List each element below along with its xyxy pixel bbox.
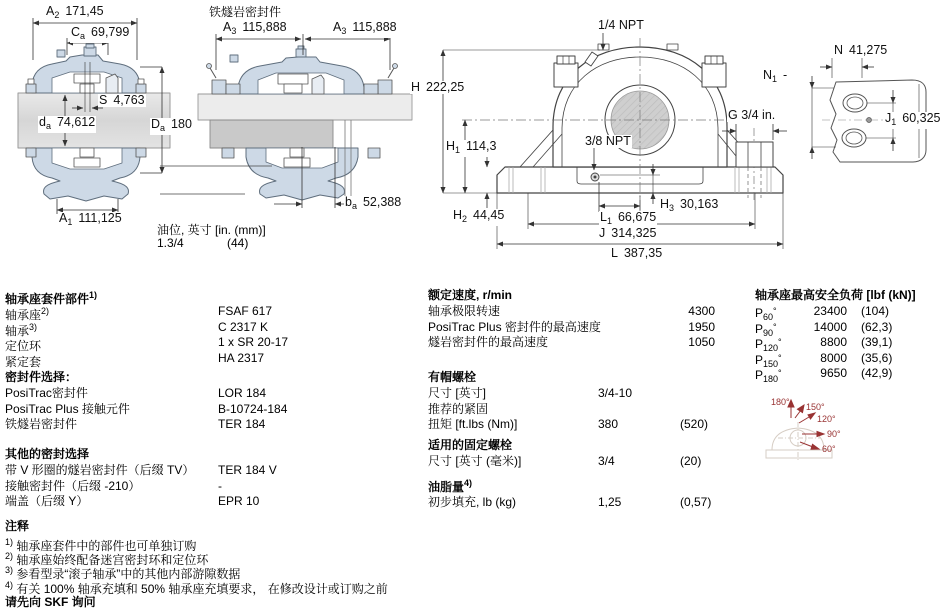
spec-row: 带 V 形圈的燧岩密封件（后缀 TV） TER 184 V [5,463,277,477]
load-row: $P_{60}^\circ$ 23400 (104) [755,304,890,322]
section-seal-options [5,370,335,433]
dim-label-ba: $b_a$ 52,388 [345,195,402,211]
section-fixing-bolts [428,438,728,470]
dim-label-h: H 222,25 [411,80,465,94]
spec-row: 尺寸 [英寸 (毫米)] 3/4 (20) [428,454,702,468]
section-safe-loads [755,288,945,382]
section-title: 密封件选择： [5,370,78,384]
spec-row: 尺寸 [英寸] 3/4-10 [428,386,633,400]
section-housing-parts [5,288,335,369]
oil-level-mm-value: (44) [227,236,249,250]
note-item: $^{2)}$ 轴承座始终配备迷宫密封环和定位环 [5,551,209,568]
dim-label-j1: $J_1$ 60,325 [885,111,941,127]
drawing-taconite-section [160,34,412,208]
dim-label-a2: $A_2$ 171,45 [46,4,104,20]
spec-row: 推荐的紧固 [428,401,489,416]
dim-label-a1: $A_1$ 111,125 [59,211,122,227]
section-title: 适用的固定螺栓 [428,438,513,452]
load-row: $P_{120}^\circ$ 8800 (39,1) [755,335,893,353]
dim-label-n: N 41,275 [834,43,888,57]
section-title: 轴承座套件部件$^{1)}$ [5,290,98,306]
angle-label-150: 150° [806,402,825,412]
dim-label-da-shaft: $d_a$ 74,612 [39,115,96,131]
drawing-base-plan [812,58,926,162]
dim-label-h1: $H_1$ 114,3 [446,139,497,155]
section-title: 有帽螺栓 [428,370,477,384]
note-item: $^{1)}$ 轴承座套件中的部件也可单独订购 [5,537,197,553]
spec-row: 燧岩密封件的最高速度 1050 [428,335,715,349]
spec-row: 端盖（后缀 Y） EPR 10 [5,494,260,508]
load-row: $P_{90}^\circ$ 14000 (62,3) [755,319,893,338]
note-item: $^{3)}$ 参看型录“滚子轴承”中的其他内部游隙数据 [5,565,241,582]
spec-row: 轴承极限转速 4300 [428,304,715,318]
angle-label-180: 180° [771,397,790,407]
spec-row: PosiTrac密封件 LOR 184 [5,386,267,400]
dim-label-ca: $C_a$ 69,799 [71,25,130,41]
spec-row: 轴承座$^{2)}$ FSAF 617 [5,304,273,322]
spec-row: 轴承$^{3)}$ C 2317 K [5,319,269,338]
taconite-drawing-title: 铁燧岩密封件 [209,5,282,19]
section-title: 轴承座最高安全负荷 [lbf (kN)] [755,288,916,302]
dim-label-s: S 4,763 [99,93,145,107]
section-title: 其他的密封选择 [5,447,90,461]
dim-label-a3-left: $A_3$ 115,888 [223,20,287,36]
section-title: 油脂量$^{4)}$ [428,478,473,494]
load-row: $P_{180}^\circ$ 9650 (42,9) [755,366,893,384]
notes-title: 注释 [5,519,30,533]
angle-label-120: 120° [817,414,836,424]
dim-label-l1: $L_1$ 66,675 [600,210,657,226]
section-other-seals [5,447,335,510]
spec-row: 接触密封件（后缀 -210） - [5,478,222,493]
spec-row: PosiTrac Plus 密封件的最高速度 1950 [428,319,715,334]
spec-row: PosiTrac Plus 接触元件 B-10724-184 [5,401,288,416]
note-item: $^{4)}$ 有关 100% 轴承充填和 50% 轴承座充填要求， 在修改设计或订购之前 [5,579,388,596]
oil-level-label: 油位, 英寸 [in. (mm)] [157,223,266,237]
dim-label-npt-top: 1/4 NPT [598,18,644,32]
notes-footer: 请先向 SKF 询问 [5,594,96,609]
dim-label-l: L 387,35 [611,246,663,260]
spec-row: 铁燧岩密封件 TER 184 [5,417,266,431]
dim-label-g: G 3/4 in. [728,108,776,122]
section-cap-bolts [428,370,728,433]
angle-label-60: 60° [822,444,836,454]
dim-label-h3: $H_3$ 30,163 [660,197,719,213]
dim-label-n1: $N_1$ - [763,68,788,84]
section-rated-speed [428,288,728,351]
section-title: 额定速度, r/min [428,288,513,302]
load-row: $P_{150}^\circ$ 8000 (35,6) [755,350,893,369]
section-notes [5,519,435,610]
dim-label-Da-housing: $D_a$ 180 [151,117,192,133]
dim-label-h2: $H_2$ 44,45 [453,208,505,224]
dim-label-j: J 314,325 [599,226,657,240]
section-grease [428,476,728,511]
spec-row: 扭矩 [ft.lbs (Nm)] 380 (520) [428,417,709,431]
spec-row: 定位环 1 x SR 20-17 [5,335,289,353]
angle-label-90: 90° [827,429,841,439]
oil-level-inch-value: 1.3/4 [157,236,184,250]
spec-row: 紧定套 HA 2317 [5,350,265,369]
dim-label-npt-side: 3/8 NPT [585,134,631,148]
dim-label-a3-right: $A_3$ 115,888 [333,20,397,36]
spec-row: 初步填充, lb (kg) 1,25 (0,57) [428,495,712,509]
